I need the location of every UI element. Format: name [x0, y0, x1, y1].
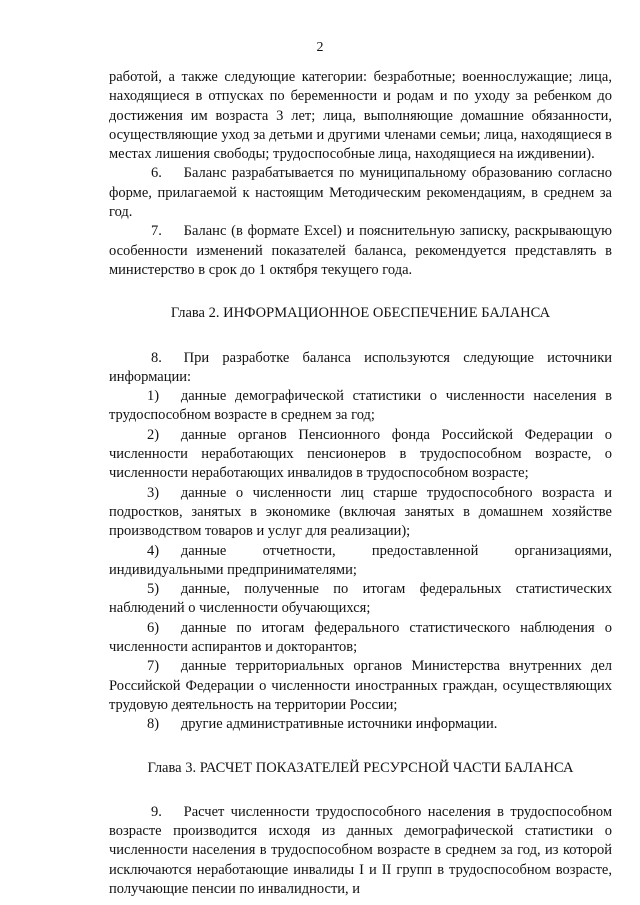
paragraph: 8. При разработке баланса используются следующие источники информации: — [109, 349, 612, 385]
document-body — [109, 68, 612, 899]
paragraph: 8) другие административные источники информации. — [147, 716, 498, 733]
paragraph: 3) данные о численности лиц старше трудоспособного возраста и подростков, занятых в экономике (включая занятых в домашнем хозяйстве производством товаров и услуг для реализации); — [109, 484, 612, 540]
paragraph: 5) данные, полученные по итогам федеральных статистических наблюдений о численности обучающихся; — [109, 581, 612, 617]
paragraph: 1) данные демографической статистики о численности населения в трудоспособном возрасте в среднем за год; — [109, 388, 612, 424]
paragraph: 6. Баланс разрабатывается по муниципальному образованию согласно форме, прилагаемой к настоящим Методическим рекомендациям, в среднем за год. — [109, 165, 612, 221]
paragraph: 7. Баланс (в формате Excel) и пояснительную записку, раскрывающую особенности изменений показателей баланса, рекомендуется представлять в министерство в срок до 1 октября текущего года. — [109, 223, 612, 278]
paragraph: 6) данные по итогам федерального статистического наблюдения о численности аспирантов и докторантов; — [109, 619, 612, 656]
paragraph: 9. Расчет численности трудоспособного населения в трудоспособном возрасте производится исходя из данных демографической статистики о численности населения в трудоспособном возрасте в среднем за год, из которой исключаются неработающие инвалиды I и II групп в трудоспособном возрасте, получающие пенсии по инвалидности, и — [109, 803, 612, 897]
paragraph: 2) данные органов Пенсионного фонда Российской Федерации о численности неработающих пенсионеров в трудоспособном возрасте, о численности неработающих инвалидов в трудоспособном возрасте; — [109, 426, 612, 482]
paragraph: 7) данные территориальных органов Министерства внутренних дел Российской Федерации о численности иностранных граждан, осуществляющих трудовую деятельность на территории России; — [109, 658, 612, 713]
chapter-heading: Глава 3. РАСЧЕТ ПОКАЗАТЕЛЕЙ РЕСУРСНОЙ ЧАСТИ БАЛАНСА — [147, 759, 574, 776]
paragraph: работой, а также следующие категории: безработные; военнослужащие; лица, находящиеся в отпусках по беременности и родам и по уходу за ребенком до достижения им возраста 3 лет; лица, выполняющие домашние обязанности, осуществляющие уход за детьми и другими членами семьи; лица, находящиеся в местах лишения свободы; трудоспособные лица, находящиеся на иждивении). — [109, 69, 612, 163]
paragraph: 4) данные отчетности, предоставленной организациями, индивидуальными предпринимателями; — [109, 542, 612, 578]
chapter-heading: Глава 2. ИНФОРМАЦИОННОЕ ОБЕСПЕЧЕНИЕ БАЛАНСА — [170, 305, 551, 322]
page-number: 2 — [316, 40, 324, 55]
